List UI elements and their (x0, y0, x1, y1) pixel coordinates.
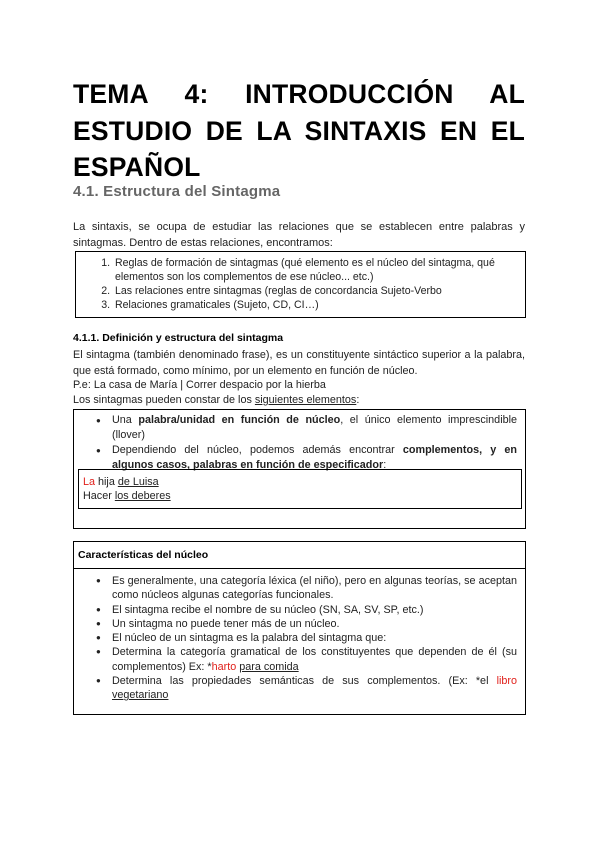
list-item: 3. Relaciones gramaticales (Sujeto, CD, CI…) (113, 298, 518, 312)
nucleus-heading-box (73, 541, 526, 569)
list-item: ● El núcleo de un sintagma es la palabra del sintagma que: (112, 631, 517, 645)
examples-box (78, 469, 522, 509)
list-item: ● Determina la categoría gramatical de los constituyentes que dependen de él (su complementos) Ex: *harto para comida (112, 645, 517, 674)
elements-list (112, 413, 517, 473)
relations-box (75, 251, 526, 318)
example-2: Hacer los deberes (83, 490, 171, 502)
example-1: La hija de Luisa (83, 476, 159, 488)
list-item: ● Determina las propiedades semánticas de sus complementos. (Ex: *el libro vegetariano (112, 674, 517, 703)
list-item: ● El sintagma recibe el nombre de su núcleo (SN, SA, SV, SP, etc.) (112, 603, 517, 617)
page-title: TEMA 4: INTRODUCCIÓN AL ESTUDIO DE LA SINTAXIS EN EL ESPAÑOL (73, 79, 525, 182)
subsection-heading: 4.1.1. Definición y estructura del sintagma (73, 332, 284, 344)
relations-list (113, 256, 518, 312)
list-item: ● Una palabra/unidad en función de núcleo, el único elemento imprescindible (llover) (112, 413, 517, 443)
list-item: ● Es generalmente, una categoría léxica (el niño), pero en algunas teorías, se aceptan como núcleos algunas categorías funcionales. (112, 574, 517, 603)
section-heading: 4.1. Estructura del Sintagma (73, 183, 281, 200)
example-line: P.e: La casa de María | Correr despacio por la hierba (73, 379, 326, 391)
list-item: ● Un sintagma no puede tener más de un núcleo. (112, 617, 517, 631)
nucleus-list (112, 574, 517, 703)
definition-paragraph: El sintagma (también denominado frase), es un constituyente sintáctico superior a la palabra, que está formado, como mínimo, por un elemento en función de núcleo. (73, 349, 525, 377)
nucleus-heading: Características del núcleo (78, 549, 209, 561)
list-item: 1. Reglas de formación de sintagmas (qué elemento es el núcleo del sintagma, qué elementos son los complementos de ese núcleo... etc.) (113, 256, 518, 284)
elements-box (73, 409, 526, 529)
list-item: 2. Las relaciones entre sintagmas (reglas de concordancia Sujeto-Verbo (113, 284, 518, 298)
intro-paragraph: La sintaxis, se ocupa de estudiar las relaciones que se establecen entre palabras y sintagmas. Dentro de estas relaciones, encontramos: (73, 221, 525, 249)
elements-intro: Los sintagmas pueden constar de los siguientes elementos: (73, 394, 360, 406)
nucleus-box (73, 568, 526, 715)
list-item: ● Dependiendo del núcleo, podemos además encontrar complementos, y en algunos casos, palabras en función de especificador: (112, 443, 517, 473)
